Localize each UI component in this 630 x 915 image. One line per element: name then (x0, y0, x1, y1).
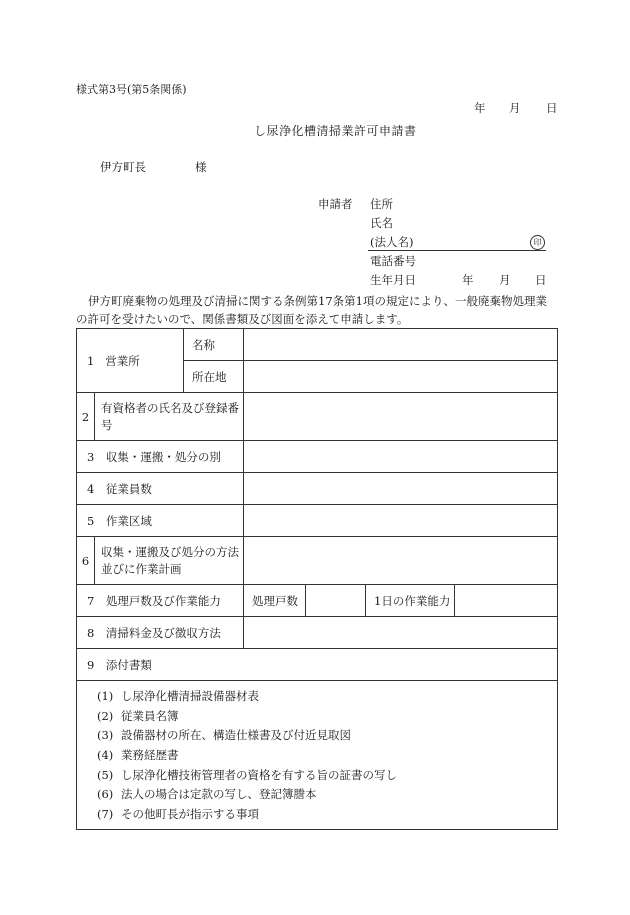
households-label: 処理戸数 (244, 585, 306, 617)
method-number: 6 (77, 537, 95, 585)
applicant-birthdate-label: 生年月日 (370, 273, 416, 287)
list-item: (2) 従業員名簿 (97, 708, 179, 723)
office-address-field[interactable] (244, 361, 558, 393)
applicant-phone-label: 電話番号 (370, 254, 416, 268)
work-area-label: 5 作業区域 (77, 505, 244, 537)
office-label: 営業所 (105, 353, 140, 368)
row-attachments-list (77, 681, 558, 830)
row-method-plan (77, 537, 558, 585)
office-name-label: 名称 (184, 329, 244, 361)
row-qualified-person (77, 393, 558, 441)
method-field[interactable] (244, 537, 558, 585)
birth-day: 日 (535, 273, 547, 287)
work-area-field[interactable] (244, 505, 558, 537)
date-month: 月 (509, 101, 521, 115)
method-label: 収集・運搬及び処分の方法並びに作業計画 (95, 537, 244, 585)
corp-underline (368, 250, 546, 251)
fees-field[interactable] (244, 617, 558, 649)
applicant-name-label: 氏名 (370, 216, 393, 230)
birth-year: 年 (462, 273, 474, 287)
collection-type-label: 3 収集・運搬・処分の別 (77, 441, 244, 473)
applicant-address-label: 住所 (370, 197, 393, 211)
applicant-corp-label: (法人名) (370, 235, 414, 249)
employees-label: 4 従業員数 (77, 473, 244, 505)
seal-mark: 印 (530, 235, 545, 250)
office-cell (77, 329, 184, 393)
list-item: (6) 法人の場合は定款の写し、登記簿謄本 (97, 787, 317, 802)
daily-capacity-field[interactable] (455, 585, 558, 617)
row-capacity (77, 585, 558, 617)
capacity-label: 7 処理戸数及び作業能力 (77, 585, 244, 617)
fees-label: 8 清掃料金及び徴収方法 (77, 617, 244, 649)
office-name-field[interactable] (244, 329, 558, 361)
row-fees (77, 617, 558, 649)
list-item: (5) し尿浄化槽技術管理者の資格を有する旨の証書の写し (97, 767, 397, 782)
list-item: (1) し尿浄化槽清掃設備器材表 (97, 689, 259, 703)
attachments-label: 9 添付書類 (77, 649, 558, 681)
list-item: (3) 設備器材の所在、構造仕様書及び付近見取図 (97, 728, 351, 743)
applicant-label: 申請者 (318, 197, 353, 211)
row-employees (77, 473, 558, 505)
document-title: し尿浄化槽清掃業許可申請書 (254, 124, 417, 138)
addressee-name: 伊方町長 (100, 160, 146, 174)
form-number: 様式第3号(第5条関係) (76, 83, 187, 96)
row-attachments-header (77, 649, 558, 681)
qualified-number: 2 (77, 393, 95, 441)
qualified-field[interactable] (244, 393, 558, 441)
birth-month: 月 (499, 273, 511, 287)
application-statement: 伊方町廃棄物の処理及び清掃に関する条例第17条第1項の規定により、一般廃棄物処理業の許可を受けたいので、関係書類及び図面を添えて申請します。 (76, 294, 547, 326)
application-form-table (76, 328, 558, 830)
addressee-honorific: 様 (195, 160, 207, 174)
attachments-list (77, 681, 558, 830)
office-number: 1 (87, 353, 95, 368)
row-work-area (77, 505, 558, 537)
list-item: (4) 業務経歴書 (97, 748, 179, 763)
office-address-label: 所在地 (184, 361, 244, 393)
daily-capacity-label: 1日の作業能力 (366, 585, 455, 617)
list-item: (7) その他町長が指示する事項 (97, 807, 259, 822)
collection-type-field[interactable] (244, 441, 558, 473)
date-day: 日 (546, 101, 558, 115)
row-office-name (77, 329, 558, 361)
row-collection-type (77, 441, 558, 473)
households-field[interactable] (306, 585, 366, 617)
date-year: 年 (474, 101, 486, 115)
employees-field[interactable] (244, 473, 558, 505)
qualified-label: 有資格者の氏名及び登録番号 (95, 393, 244, 441)
